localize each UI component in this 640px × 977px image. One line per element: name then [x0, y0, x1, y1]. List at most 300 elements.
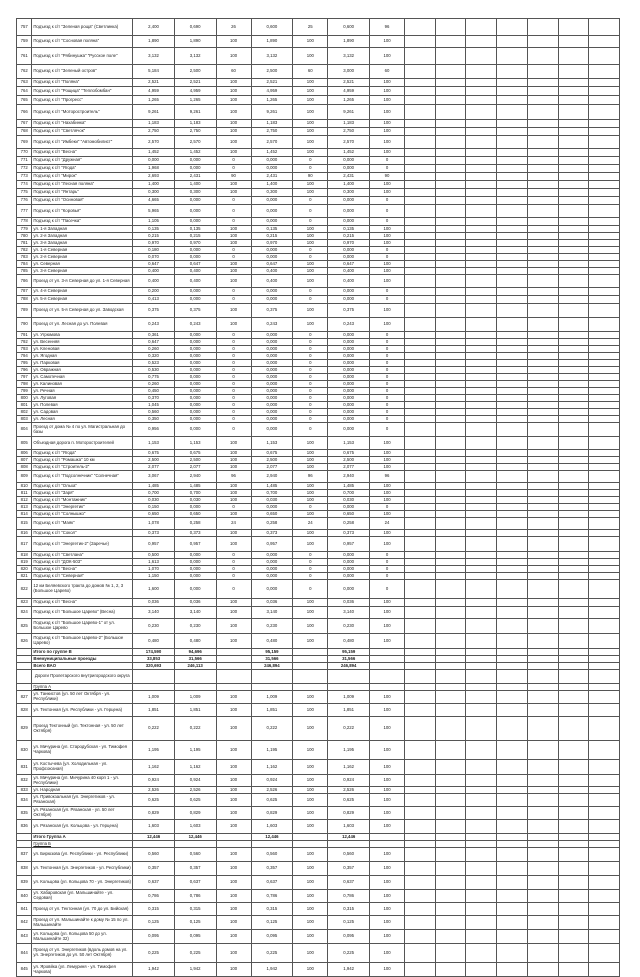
empty-cell: [466, 760, 497, 775]
empty-cell: [527, 530, 558, 537]
row-number-cell: 802: [17, 409, 32, 416]
empty-cell: [405, 518, 436, 530]
length-normative-cell: 0,000: [174, 339, 216, 346]
empty-cell: [589, 599, 620, 607]
road-name-cell: Проезд от ул. 5-я Северная до ул. Заводская: [32, 304, 133, 318]
length-final-cell: 2,940: [328, 471, 370, 483]
length-total-cell: 0,300: [133, 189, 175, 197]
length-total-cell: 0,637: [133, 876, 175, 890]
empty-cell: [466, 599, 497, 607]
length-checked-cell: 0,000: [251, 288, 293, 296]
table-row: [17, 717, 620, 741]
empty-cell: [589, 834, 620, 841]
empty-cell: [405, 457, 436, 464]
length-total-cell: 1,070: [133, 566, 175, 573]
percent-final-cell: 96: [369, 471, 404, 483]
empty-cell: [589, 332, 620, 339]
percent-normative-cell: 100: [216, 189, 251, 197]
percent-checked-cell: 100: [293, 903, 328, 916]
empty-cell: [435, 165, 466, 173]
percent-checked-cell: 60: [293, 65, 328, 79]
length-total-cell: 0,215: [133, 233, 175, 240]
empty-cell: [466, 339, 497, 346]
length-total-cell: 1,045: [133, 402, 175, 409]
row-number-cell: 819: [17, 559, 32, 566]
length-total-cell: 0,450: [133, 388, 175, 395]
length-normative-cell: 1,162: [174, 760, 216, 775]
length-final-cell: 0,000: [328, 402, 370, 409]
length-normative-cell: 31,566: [174, 656, 216, 663]
length-normative-cell: 3,140: [174, 607, 216, 619]
empty-cell: [435, 353, 466, 360]
empty-cell: [497, 457, 528, 464]
empty-cell: [405, 247, 436, 254]
empty-cell: [497, 105, 528, 120]
empty-cell: [558, 944, 589, 963]
empty-cell: [527, 48, 558, 65]
table-row: [17, 504, 620, 511]
empty-cell: [466, 181, 497, 189]
percent-checked-cell: 100: [293, 807, 328, 820]
row-number-cell: 769: [17, 136, 32, 149]
empty-cell: [497, 189, 528, 197]
empty-cell: [589, 339, 620, 346]
percent-final-cell: 0: [369, 332, 404, 339]
empty-cell: [589, 395, 620, 402]
road-name-cell: ул. Весенняя: [32, 339, 133, 346]
length-final-cell: 0,000: [328, 353, 370, 360]
length-checked-cell: 0,970: [251, 240, 293, 247]
percent-normative-cell: 100: [216, 483, 251, 490]
length-normative-cell: 2,077: [174, 464, 216, 471]
length-normative-cell: 2,500: [174, 457, 216, 464]
length-total-cell: 0,243: [133, 318, 175, 332]
empty-cell: [405, 353, 436, 360]
row-number-cell: 807: [17, 457, 32, 464]
table-row: [17, 165, 620, 173]
empty-cell: [497, 226, 528, 233]
percent-normative-cell: 100: [216, 48, 251, 65]
road-name-cell: ул. Тектонная (ул. Энергетиков - ул. Республики): [32, 862, 133, 876]
empty-cell: [558, 79, 589, 87]
empty-cell: [558, 464, 589, 471]
empty-cell: [497, 247, 528, 254]
empty-cell: [405, 559, 436, 566]
length-total-cell: 0,125: [133, 916, 175, 930]
length-final-cell: 0,000: [328, 573, 370, 580]
percent-final-cell: 100: [369, 226, 404, 233]
empty-cell: [405, 537, 436, 552]
empty-cell: [405, 19, 436, 36]
percent-normative-cell: 0: [216, 288, 251, 296]
empty-cell: [527, 247, 558, 254]
length-normative-cell: 0,786: [174, 890, 216, 903]
road-name-cell: ул. Тектонная (ул. Республики - ул. Герцена): [32, 704, 133, 717]
length-normative-cell: 1,485: [174, 483, 216, 490]
empty-cell: [466, 157, 497, 165]
empty-cell: [466, 149, 497, 157]
length-normative-cell: 0,000: [174, 423, 216, 437]
road-name-cell: Подъезд к с/т "Сокол": [32, 530, 133, 537]
length-checked-cell: 0,230: [251, 619, 293, 634]
road-name-cell: Подъезд к с/т "Весна": [32, 599, 133, 607]
percent-final-cell: 100: [369, 862, 404, 876]
empty-cell: [435, 741, 466, 760]
length-normative-cell: 0,215: [174, 233, 216, 240]
length-checked-cell: 0,647: [251, 261, 293, 268]
table-row: [17, 607, 620, 619]
empty-cell: [405, 741, 436, 760]
percent-checked-cell: [293, 670, 328, 684]
row-number-cell: 813: [17, 504, 32, 511]
empty-cell: [497, 963, 528, 977]
empty-cell: [558, 181, 589, 189]
empty-cell: [497, 490, 528, 497]
length-normative-cell: 0,000: [174, 296, 216, 304]
length-final-cell: 0,647: [328, 261, 370, 268]
empty-cell: [435, 346, 466, 353]
percent-final-cell: 0: [369, 580, 404, 599]
length-checked-cell: 0,000: [251, 388, 293, 395]
empty-cell: [497, 381, 528, 388]
empty-cell: [405, 760, 436, 775]
empty-cell: [497, 149, 528, 157]
empty-cell: [558, 318, 589, 332]
percent-normative-cell: 60: [216, 65, 251, 79]
percent-normative-cell: 100: [216, 876, 251, 890]
percent-normative-cell: 0: [216, 409, 251, 416]
empty-cell: [435, 181, 466, 189]
length-checked-cell: 1,183: [251, 120, 293, 128]
table-row: [17, 552, 620, 559]
length-checked-cell: 1,485: [251, 483, 293, 490]
empty-cell: [589, 136, 620, 149]
empty-cell: [497, 890, 528, 903]
length-total-cell: 0,225: [133, 944, 175, 963]
length-checked-cell: 9,261: [251, 105, 293, 120]
empty-cell: [466, 862, 497, 876]
empty-cell: [497, 916, 528, 930]
empty-cell: [405, 360, 436, 367]
empty-cell: [527, 464, 558, 471]
empty-cell: [497, 634, 528, 649]
road-name-cell: Подъезд к с/т "Имбеки" "Автомобилист": [32, 136, 133, 149]
row-number-cell: 839: [17, 876, 32, 890]
road-name-cell: Подъезд к с/т "Большое Царево" (Весна): [32, 607, 133, 619]
empty-cell: [589, 794, 620, 807]
length-final-cell: 0,135: [328, 226, 370, 233]
percent-normative-cell: [216, 656, 251, 663]
empty-cell: [435, 691, 466, 704]
length-total-cell: 3,067: [133, 471, 175, 483]
length-final-cell: 0,000: [328, 254, 370, 261]
length-final-cell: 0,400: [328, 268, 370, 275]
length-normative-cell: 0,000: [174, 165, 216, 173]
percent-final-cell: 100: [369, 464, 404, 471]
empty-cell: [497, 944, 528, 963]
empty-cell: [589, 416, 620, 423]
percent-checked-cell: 100: [293, 120, 328, 128]
empty-cell: [435, 963, 466, 977]
road-name-cell: ул. Калиновая: [32, 381, 133, 388]
empty-cell: [527, 511, 558, 518]
empty-cell: [435, 717, 466, 741]
empty-cell: [558, 268, 589, 275]
percent-normative-cell: 100: [216, 619, 251, 634]
road-name-cell: ул. 5-я Северная: [32, 296, 133, 304]
length-total-cell: 0,829: [133, 807, 175, 820]
empty-cell: [466, 580, 497, 599]
table-row: [17, 360, 620, 367]
table-row: [17, 240, 620, 247]
empty-cell: [435, 511, 466, 518]
percent-checked-cell: 0: [293, 566, 328, 573]
length-final-cell: 0,222: [328, 717, 370, 741]
length-normative-cell: 2,431: [174, 173, 216, 181]
empty-cell: [435, 318, 466, 332]
length-total-cell: 1,851: [133, 704, 175, 717]
empty-cell: [527, 218, 558, 226]
empty-cell: [527, 807, 558, 820]
percent-normative-cell: 100: [216, 105, 251, 120]
empty-cell: [405, 464, 436, 471]
empty-cell: [589, 890, 620, 903]
length-checked-cell: 246,894: [251, 663, 293, 670]
empty-cell: [466, 120, 497, 128]
empty-cell: [589, 288, 620, 296]
length-checked-cell: 0,000: [251, 296, 293, 304]
length-normative-cell: 0,258: [174, 518, 216, 530]
percent-final-cell: 100: [369, 787, 404, 794]
empty-cell: [405, 930, 436, 944]
empty-cell: [435, 876, 466, 890]
length-final-cell: 1,162: [328, 760, 370, 775]
percent-normative-cell: 100: [216, 944, 251, 963]
empty-cell: [589, 205, 620, 218]
percent-checked-cell: [293, 649, 328, 656]
empty-cell: [405, 580, 436, 599]
percent-checked-cell: 0: [293, 254, 328, 261]
length-normative-cell: 1,153: [174, 437, 216, 450]
empty-cell: [558, 511, 589, 518]
road-name-cell: Подъезд к с/т "Весна": [32, 566, 133, 573]
empty-cell: [497, 599, 528, 607]
road-name-cell: Подъезд к с/т "Сосновая поляна": [32, 36, 133, 48]
row-number-cell: 815: [17, 518, 32, 530]
empty-cell: [405, 497, 436, 504]
empty-cell: [497, 165, 528, 173]
row-number-cell: 823: [17, 599, 32, 607]
length-normative-cell: 2,500: [174, 65, 216, 79]
percent-final-cell: 100: [369, 457, 404, 464]
empty-cell: [497, 36, 528, 48]
empty-cell: [405, 794, 436, 807]
road-name-cell: Проезд от ул. Мальшинайте к дому № 15 по ул. Мальшинайте: [32, 916, 133, 930]
table-row: [17, 173, 620, 181]
empty-cell: [527, 916, 558, 930]
row-number-cell: 791: [17, 332, 32, 339]
length-final-cell: 0,700: [328, 490, 370, 497]
length-final-cell: 0,970: [328, 240, 370, 247]
empty-cell: [589, 530, 620, 537]
empty-cell: [558, 205, 589, 218]
empty-cell: [466, 490, 497, 497]
empty-cell: [497, 807, 528, 820]
empty-cell: [435, 218, 466, 226]
empty-cell: [435, 374, 466, 381]
row-number-cell: 784: [17, 261, 32, 268]
length-checked-cell: 2,526: [251, 787, 293, 794]
empty-cell: [466, 173, 497, 181]
road-name-cell: ул. 2-я Западная: [32, 233, 133, 240]
percent-final-cell: 0: [369, 566, 404, 573]
empty-cell: [405, 834, 436, 841]
empty-cell: [497, 841, 528, 848]
table-row: [17, 511, 620, 518]
row-number-cell: 834: [17, 794, 32, 807]
length-checked-cell: 0,000: [251, 423, 293, 437]
percent-normative-cell: 100: [216, 930, 251, 944]
empty-cell: [558, 704, 589, 717]
empty-cell: [527, 105, 558, 120]
length-final-cell: 2,526: [328, 787, 370, 794]
percent-final-cell: 100: [369, 963, 404, 977]
empty-cell: [405, 367, 436, 374]
percent-normative-cell: 0: [216, 165, 251, 173]
percent-checked-cell: 24: [293, 518, 328, 530]
empty-cell: [558, 490, 589, 497]
empty-cell: [435, 402, 466, 409]
empty-cell: [589, 87, 620, 96]
percent-normative-cell: 100: [216, 794, 251, 807]
percent-checked-cell: 0: [293, 296, 328, 304]
empty-cell: [497, 120, 528, 128]
row-number-cell: 797: [17, 374, 32, 381]
empty-cell: [589, 760, 620, 775]
empty-cell: [589, 360, 620, 367]
row-number-cell: 785: [17, 268, 32, 275]
empty-cell: [466, 136, 497, 149]
length-checked-cell: 0,786: [251, 890, 293, 903]
empty-cell: [497, 656, 528, 663]
percent-normative-cell: 100: [216, 760, 251, 775]
empty-cell: [435, 573, 466, 580]
length-checked-cell: 0,400: [251, 268, 293, 275]
length-final-cell: 0,357: [328, 862, 370, 876]
empty-cell: [589, 318, 620, 332]
percent-checked-cell: 96: [293, 471, 328, 483]
empty-cell: [527, 367, 558, 374]
length-final-cell: 1,485: [328, 483, 370, 490]
empty-cell: [405, 663, 436, 670]
empty-cell: [589, 504, 620, 511]
length-final-cell: [328, 670, 370, 684]
empty-cell: [435, 381, 466, 388]
road-name-cell: Подъезд к с/т "Маяк": [32, 518, 133, 530]
row-number-cell: 821: [17, 573, 32, 580]
percent-normative-cell: 100: [216, 530, 251, 537]
empty-cell: [466, 395, 497, 402]
empty-cell: [558, 834, 589, 841]
empty-cell: [589, 296, 620, 304]
length-normative-cell: 0,675: [174, 450, 216, 457]
empty-cell: [466, 471, 497, 483]
table-row: [17, 518, 620, 530]
length-total-cell: 1,195: [133, 741, 175, 760]
table-row: [17, 820, 620, 834]
empty-cell: [527, 537, 558, 552]
empty-cell: [558, 157, 589, 165]
length-normative-cell: 0,560: [174, 848, 216, 862]
percent-final-cell: 100: [369, 189, 404, 197]
empty-cell: [527, 566, 558, 573]
road-name-cell: ул. Кольцова (ул. Кольцова 50 до ул. Мальшинайте 32): [32, 930, 133, 944]
percent-final-cell: 100: [369, 48, 404, 65]
empty-cell: [589, 402, 620, 409]
percent-normative-cell: 100: [216, 497, 251, 504]
percent-final-cell: 100: [369, 741, 404, 760]
table-row: [17, 65, 620, 79]
length-normative-cell: 9,261: [174, 105, 216, 120]
length-normative-cell: 0,300: [174, 189, 216, 197]
road-name-cell: Подъезд к с/т "Ольха": [32, 483, 133, 490]
percent-checked-cell: 0: [293, 339, 328, 346]
percent-checked-cell: [293, 834, 328, 841]
percent-checked-cell: 100: [293, 876, 328, 890]
percent-normative-cell: 100: [216, 807, 251, 820]
road-name-cell: ул. Угрюмова: [32, 332, 133, 339]
road-name-cell: Подъезд к с/т "Нахабинка": [32, 120, 133, 128]
length-final-cell: 0,215: [328, 233, 370, 240]
road-name-cell: Подъезд к с/т "Дружная": [32, 157, 133, 165]
length-normative-cell: 1,009: [174, 691, 216, 704]
length-normative-cell: 0,000: [174, 573, 216, 580]
length-checked-cell: 0,700: [251, 490, 293, 497]
empty-cell: [435, 360, 466, 367]
table-row: [17, 450, 620, 457]
empty-cell: [435, 903, 466, 916]
length-final-cell: 0,095: [328, 930, 370, 944]
road-name-cell: Подъезд к с/т "Светлячок": [32, 128, 133, 136]
percent-normative-cell: 100: [216, 820, 251, 834]
length-checked-cell: 0,215: [251, 233, 293, 240]
empty-cell: [589, 189, 620, 197]
length-normative-cell: 0,690: [174, 19, 216, 36]
percent-checked-cell: 100: [293, 226, 328, 233]
table-row: [17, 218, 620, 226]
length-final-cell: 2,570: [328, 136, 370, 149]
empty-cell: [405, 36, 436, 48]
empty-cell: [497, 346, 528, 353]
road-name-cell: Подъезд к с/т "Прогресс": [32, 96, 133, 105]
empty-cell: [589, 149, 620, 157]
percent-checked-cell: 100: [293, 497, 328, 504]
row-number-cell: 803: [17, 416, 32, 423]
length-final-cell: 0,000: [328, 332, 370, 339]
percent-checked-cell: 100: [293, 233, 328, 240]
percent-checked-cell: 100: [293, 944, 328, 963]
row-number-cell: 806: [17, 450, 32, 457]
row-number-cell: 773: [17, 173, 32, 181]
row-number-cell: 766: [17, 105, 32, 120]
table-row: [17, 691, 620, 704]
empty-cell: [497, 649, 528, 656]
road-name-cell: ул. Народная: [32, 787, 133, 794]
percent-normative-cell: 100: [216, 704, 251, 717]
empty-cell: [435, 48, 466, 65]
length-checked-cell: 0,357: [251, 862, 293, 876]
percent-checked-cell: 100: [293, 862, 328, 876]
